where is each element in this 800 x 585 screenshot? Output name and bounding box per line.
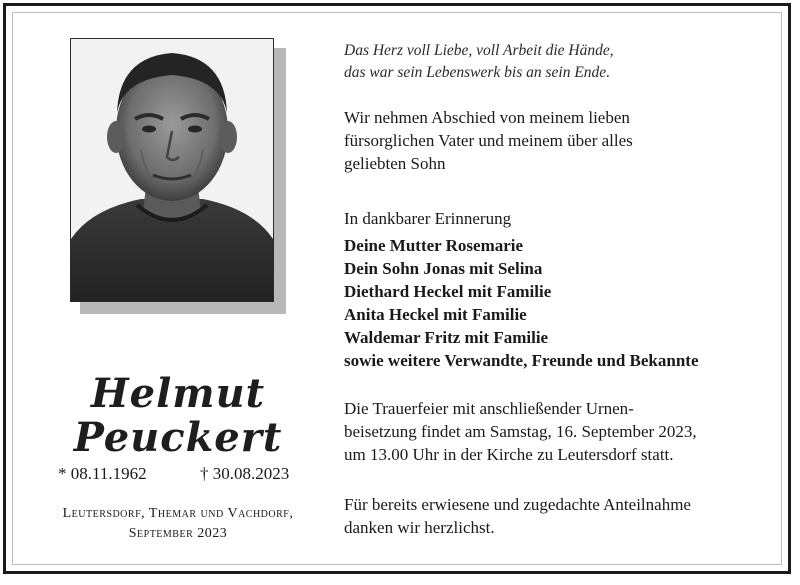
mourner-name: Dein Sohn Jonas mit Selina [344, 259, 543, 278]
place-line: Leutersdorf, Themar und Vachdorf, [62, 506, 294, 521]
service-line: um 13.00 Uhr in der Kirche zu Leutersdorf statt. [344, 445, 674, 464]
poem-line: das war sein Lebenswerk bis an sein Ende. [344, 64, 611, 81]
mourner-name: Deine Mutter Rosemarie [344, 236, 524, 255]
service-line: Die Trauerfeier mit anschließender Urnen- [344, 399, 634, 418]
portrait-image [71, 39, 273, 301]
farewell-text [344, 106, 764, 175]
mourner-name: Anita Heckel mit Familie [344, 305, 527, 324]
mourner-name: sowie weitere Verwandte, Freunde und Bekannte [344, 351, 699, 370]
thanks-text [344, 493, 764, 539]
deceased-first-name: Helmut [90, 370, 266, 417]
mourner-name: Waldemar Fritz mit Familie [344, 328, 549, 347]
service-line: beisetzung findet am Samstag, 16. September 2023, [344, 422, 697, 441]
mourners-list [344, 234, 764, 372]
death-date: † 30.08.2023 [200, 464, 290, 483]
farewell-line: fürsorglichen Vater und meinem über alles [344, 131, 633, 150]
portrait-photo [70, 38, 274, 302]
service-info [344, 397, 764, 466]
farewell-line: geliebten Sohn [344, 154, 446, 173]
remembrance-intro: In dankbarer Erinnerung [344, 209, 512, 228]
thanks-line: danken wir herzlichst. [344, 518, 495, 537]
mourner-name: Diethard Heckel mit Familie [344, 282, 552, 301]
deceased-last-name: Peuckert [73, 414, 283, 461]
farewell-line: Wir nehmen Abschied von meinem lieben [344, 108, 630, 127]
thanks-line: Für bereits erwiesene und zugedachte Anteilnahme [344, 495, 691, 514]
birth-date: * 08.11.1962 [58, 464, 147, 483]
poem-line: Das Herz voll Liebe, voll Arbeit die Hände, [344, 42, 614, 59]
date-line: September 2023 [128, 526, 228, 541]
memorial-poem [344, 40, 764, 84]
